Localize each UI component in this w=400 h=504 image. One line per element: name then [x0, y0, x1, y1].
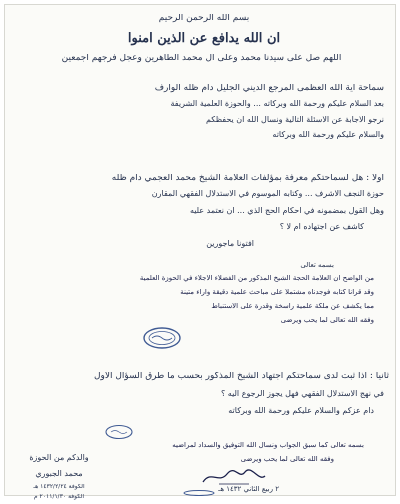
question-two-line: ثانياً : اذا ثبت لدى سماحتكم اجتهاد الشيخ المذكور بحسب ما طرق السؤال الاول	[94, 372, 389, 381]
answer-two-line: وفقه الله تعالى لما يحب ويرضى	[240, 456, 334, 463]
sender-name-line: محمد الجبوري	[35, 470, 83, 478]
seal-stamp-icon	[104, 424, 134, 440]
intro-line: والسلام عليكم ورحمة الله وبركاته	[272, 131, 384, 139]
question-one-closing: افتونا مأجورين	[206, 240, 254, 248]
intro-line: نرجو الاجابة عن الاسئلة التالية ونسأل الله ان يحفظكم	[205, 116, 384, 124]
question-one-line: كاشف عن اجتهاده أم لا ؟	[279, 223, 364, 231]
answer-two-line: بسمه تعالى كما سبق الجواب ونسأل الله التوفيق والسداد لمراضيه	[172, 442, 364, 449]
intro-salutation: سماحة آية الله العظمى المرجع الديني الجليل دام ظله الوارف	[154, 84, 384, 93]
sender-date-line: الكوفة ٢٠١١/١/٣٠ م	[33, 494, 85, 500]
question-one-line: أولاً : هل لسماحتكم معرفة بمؤلفات العلامة الشيخ محمد العجمي دام ظله	[111, 174, 384, 183]
answer-one-line: من الواضح أن العلامة الحجة الشيخ المذكور من الفضلاء الاجلاء في الحوزة العلمية	[139, 275, 374, 282]
question-two-line: في نهج الاستدلال الفقهي فهل يجوز الرجوع اليه ؟	[221, 390, 384, 398]
answer-one-line: مما يكشف عن ملكة علمية راسخة وقدرة على الاستنباط	[211, 303, 374, 310]
salawat-line: اللهم صل على سيدنا محمد وعلى آل محمد الطاهرين وعجل فرجهم اجمعين	[61, 54, 342, 63]
signature-icon	[199, 466, 269, 488]
basmala-heading: بسم الله الرحمن الرحيم	[158, 14, 250, 23]
sender-name-line: والدكم من الحوزة	[29, 454, 89, 462]
sender-date-line: الكوفة ١٤٣٢/٢/٢٤ هـ	[33, 484, 85, 490]
answer-date: ٢ ربيع الثاني ١٤٣٢ هـ	[218, 486, 279, 493]
seal-stamp-icon	[142, 326, 182, 350]
question-one-line: وهل القول بمضمونه في احكام الحج الذي ... ان نعتمد عليه	[189, 207, 384, 215]
question-two-line: دام عزكم والسلام عليكم ورحمة الله وبركاته	[228, 407, 374, 415]
letter-page	[4, 4, 396, 500]
intro-line: بعد السلام عليكم ورحمة الله وبركاته ... والحوزة العلمية الشريفة	[170, 100, 384, 108]
answer-one-basmala: بسمه تعالى	[300, 262, 334, 269]
seal-stamp-icon	[182, 490, 216, 496]
question-one-line: حوزة النجف الاشرف ... وكتابه الموسوم في الاستدلال الفقهي المقارن	[151, 190, 384, 198]
answer-one-line: وقد قرأنا كتابه فوجدناه مشتملاً على مباحث علمية دقيقة وآراء متينة	[180, 289, 374, 296]
quran-verse-heading: ان الله يدافع عن الذين آمنوا	[127, 32, 281, 46]
answer-one-line: وفقه الله تعالى لما يحب ويرضى	[280, 317, 374, 324]
